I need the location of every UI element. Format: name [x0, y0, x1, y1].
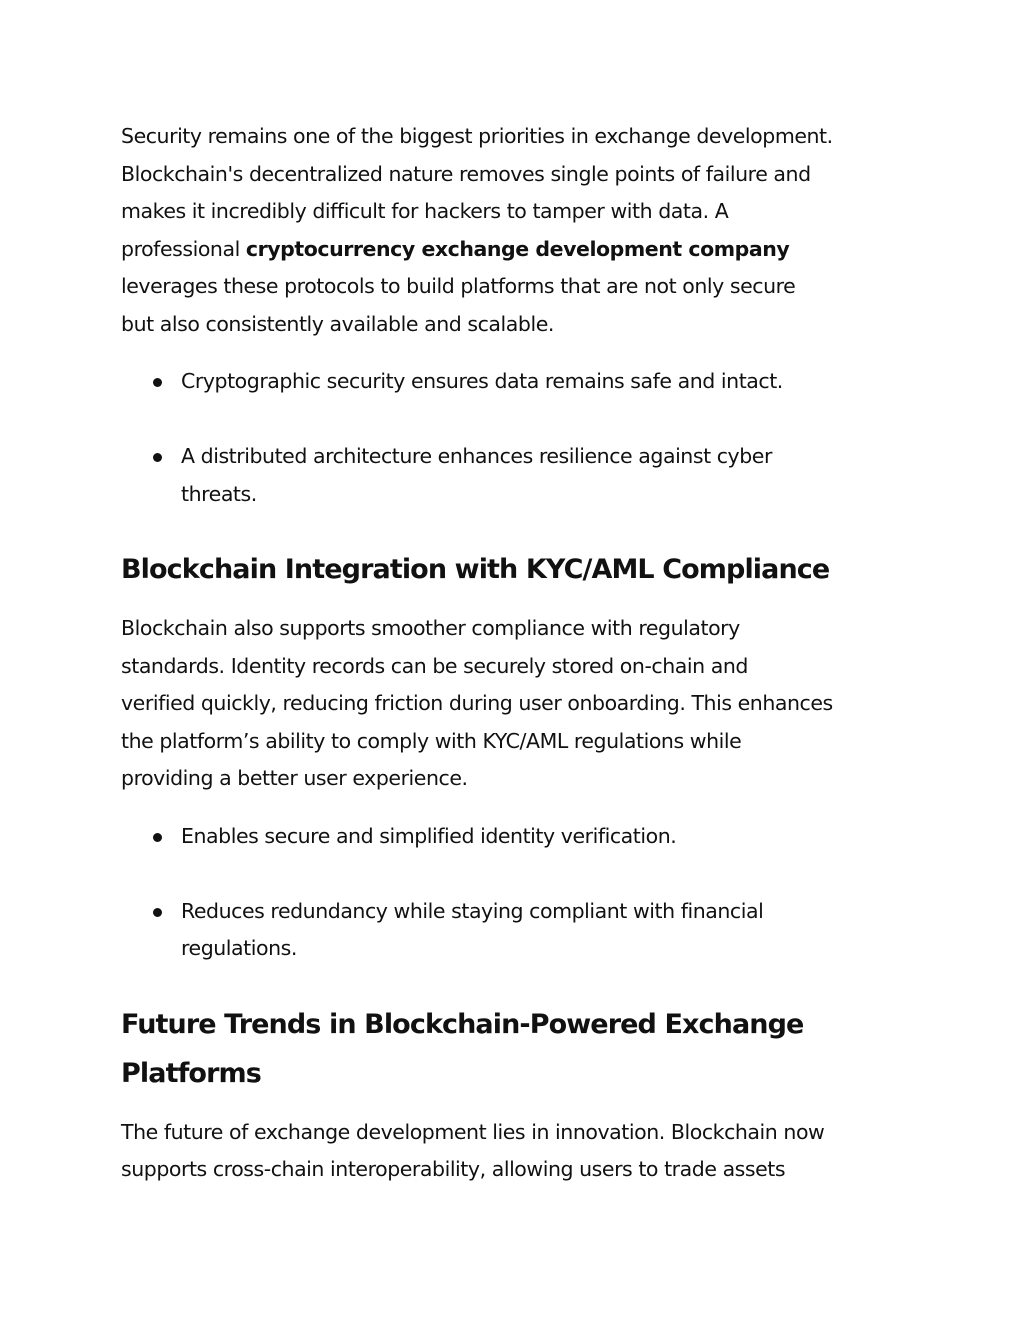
intro-text-start: Security remains one of the biggest priorities in exchange development. Blockchain's decentralized nature removes single points of failure and makes it incredibly difficult for hackers to tamper with data. A professional: [121, 124, 833, 261]
bullet-icon: [153, 908, 162, 917]
future-paragraph: The future of exchange development lies in innovation. Blockchain now supports cross-chain interoperability, allowing users to trade assets: [121, 1119, 825, 1181]
list-item-text: Reduces redundancy while staying compliant with financial regulations.: [181, 898, 764, 960]
bullet-icon: [153, 378, 162, 387]
list-item: [121, 818, 911, 856]
section-heading-kyc: Blockchain Integration with KYC/AML Compliance: [121, 554, 830, 585]
bullet-icon: [153, 833, 162, 842]
list-item: [121, 363, 911, 401]
bullet-icon: [153, 453, 162, 462]
intro-bold-phrase: cryptocurrency exchange development company: [245, 236, 790, 261]
list-item-text: Cryptographic security ensures data remains safe and intact.: [181, 369, 783, 393]
section-heading-future: Future Trends in Blockchain-Powered Exchange Platforms: [121, 1008, 804, 1089]
list-item-text: A distributed architecture enhances resilience against cyber threats.: [181, 444, 772, 506]
kyc-paragraph: Blockchain also supports smoother compliance with regulatory standards. Identity records can be securely stored on-chain and verified quickly, reducing friction during user onboarding. This enhances the platform’s ability to comply with KYC/AML regulations while providing a better user experience.: [121, 616, 833, 790]
intro-text-end: leverages these protocols to build platforms that are not only secure but also consistently available and scalable.: [121, 274, 796, 336]
list-item-text: Enables secure and simplified identity verification.: [181, 823, 677, 848]
list-item: [121, 893, 911, 968]
document-page: [121, 118, 911, 1189]
kyc-bullet-list: [121, 818, 911, 968]
list-item: [121, 438, 911, 513]
security-bullet-list: [121, 363, 911, 513]
intro-paragraph: [121, 118, 911, 343]
